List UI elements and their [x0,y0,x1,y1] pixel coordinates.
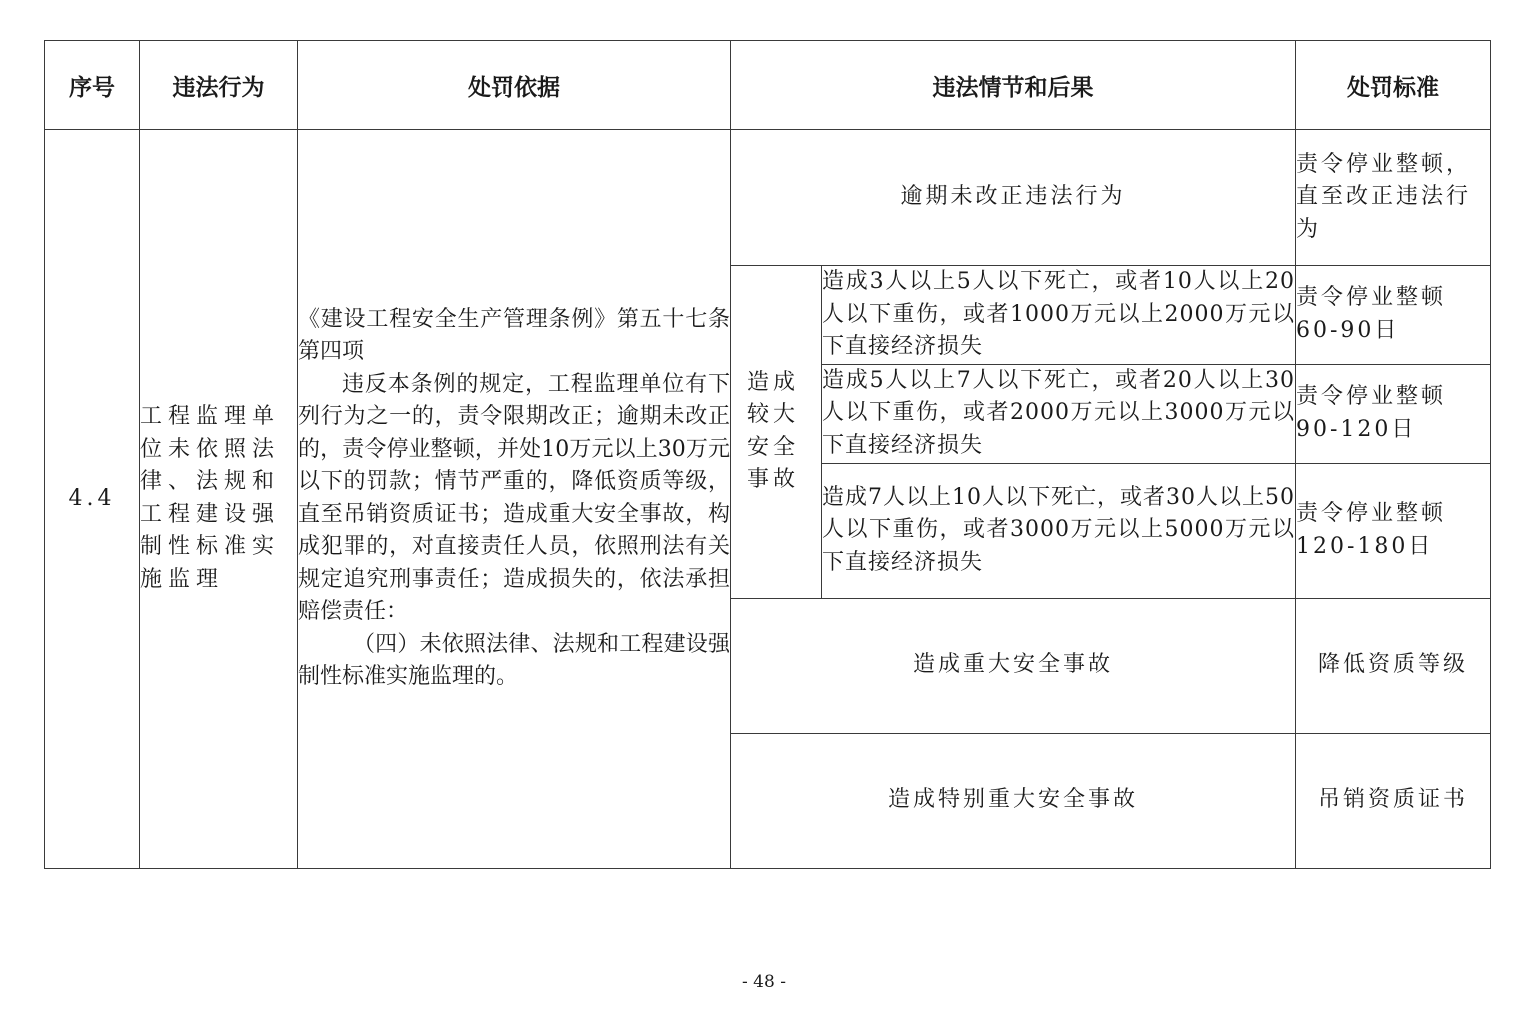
consequence-cell: 造成3人以上5人以下死亡，或者10人以上20人以下重伤，或者1000万元以上2000万元以下直接经济损失 [822,266,1296,365]
header-penalty: 处罚标准 [1296,41,1491,130]
header-seq: 序号 [45,41,140,130]
page-number: - 48 - [742,972,786,992]
penalty-basis [298,130,731,869]
penalty-cell: 责令停业整顿90-120日 [1296,364,1491,463]
basis-paragraph: 违反本条例的规定，工程监理单位有下列行为之一的，责令限期改正；逾期未改正的，责令停业整顿，并处10万元以上30万元以下的罚款；情节严重的，降低资质等级，直至吊销资质证书；造成重大安全事故，构成犯罪的，对直接责任人员，依照刑法有关规定追究刑事责任；造成损失的，依法承担赔偿责任： [298,371,730,625]
consequence-cell: 造成重大安全事故 [731,598,1296,733]
consequence-cell: 造成5人以上7人以下死亡，或者20人以上30人以下重伤，或者2000万元以上3000万元以下直接经济损失 [822,364,1296,463]
table-row [45,130,1491,266]
penalty-cell: 吊销资质证书 [1296,733,1491,868]
row-seq: 4.4 [45,130,140,869]
consequence-cell: 造成7人以上10人以下死亡，或者30人以上50人以下重伤，或者3000万元以上5000万元以下直接经济损失 [822,463,1296,598]
consequence-cell: 逾期未改正违法行为 [731,130,1296,266]
basis-item: （四）未依照法律、法规和工程建设强制性标准实施监理的。 [298,631,730,690]
basis-title: 《建设工程安全生产管理条例》第五十七条第四项 [298,306,730,365]
consequence-cell: 造成特别重大安全事故 [731,733,1296,868]
penalty-cell: 降低资质等级 [1296,598,1491,733]
header-act: 违法行为 [140,41,298,130]
violation-act: 工程监理单位未依照法律、法规和工程建设强制性标准实施监理 [140,130,298,869]
penalty-cell: 责令停业整顿120-180日 [1296,463,1491,598]
accident-category: 造成较大安全事故 [731,266,822,599]
header-basis: 处罚依据 [298,41,731,130]
penalty-cell: 责令停业整顿，直至改正违法行为 [1296,130,1491,266]
penalty-cell: 责令停业整顿60-90日 [1296,266,1491,365]
penalty-table [44,40,1491,869]
header-row [45,41,1491,130]
header-consequence: 违法情节和后果 [731,41,1296,130]
